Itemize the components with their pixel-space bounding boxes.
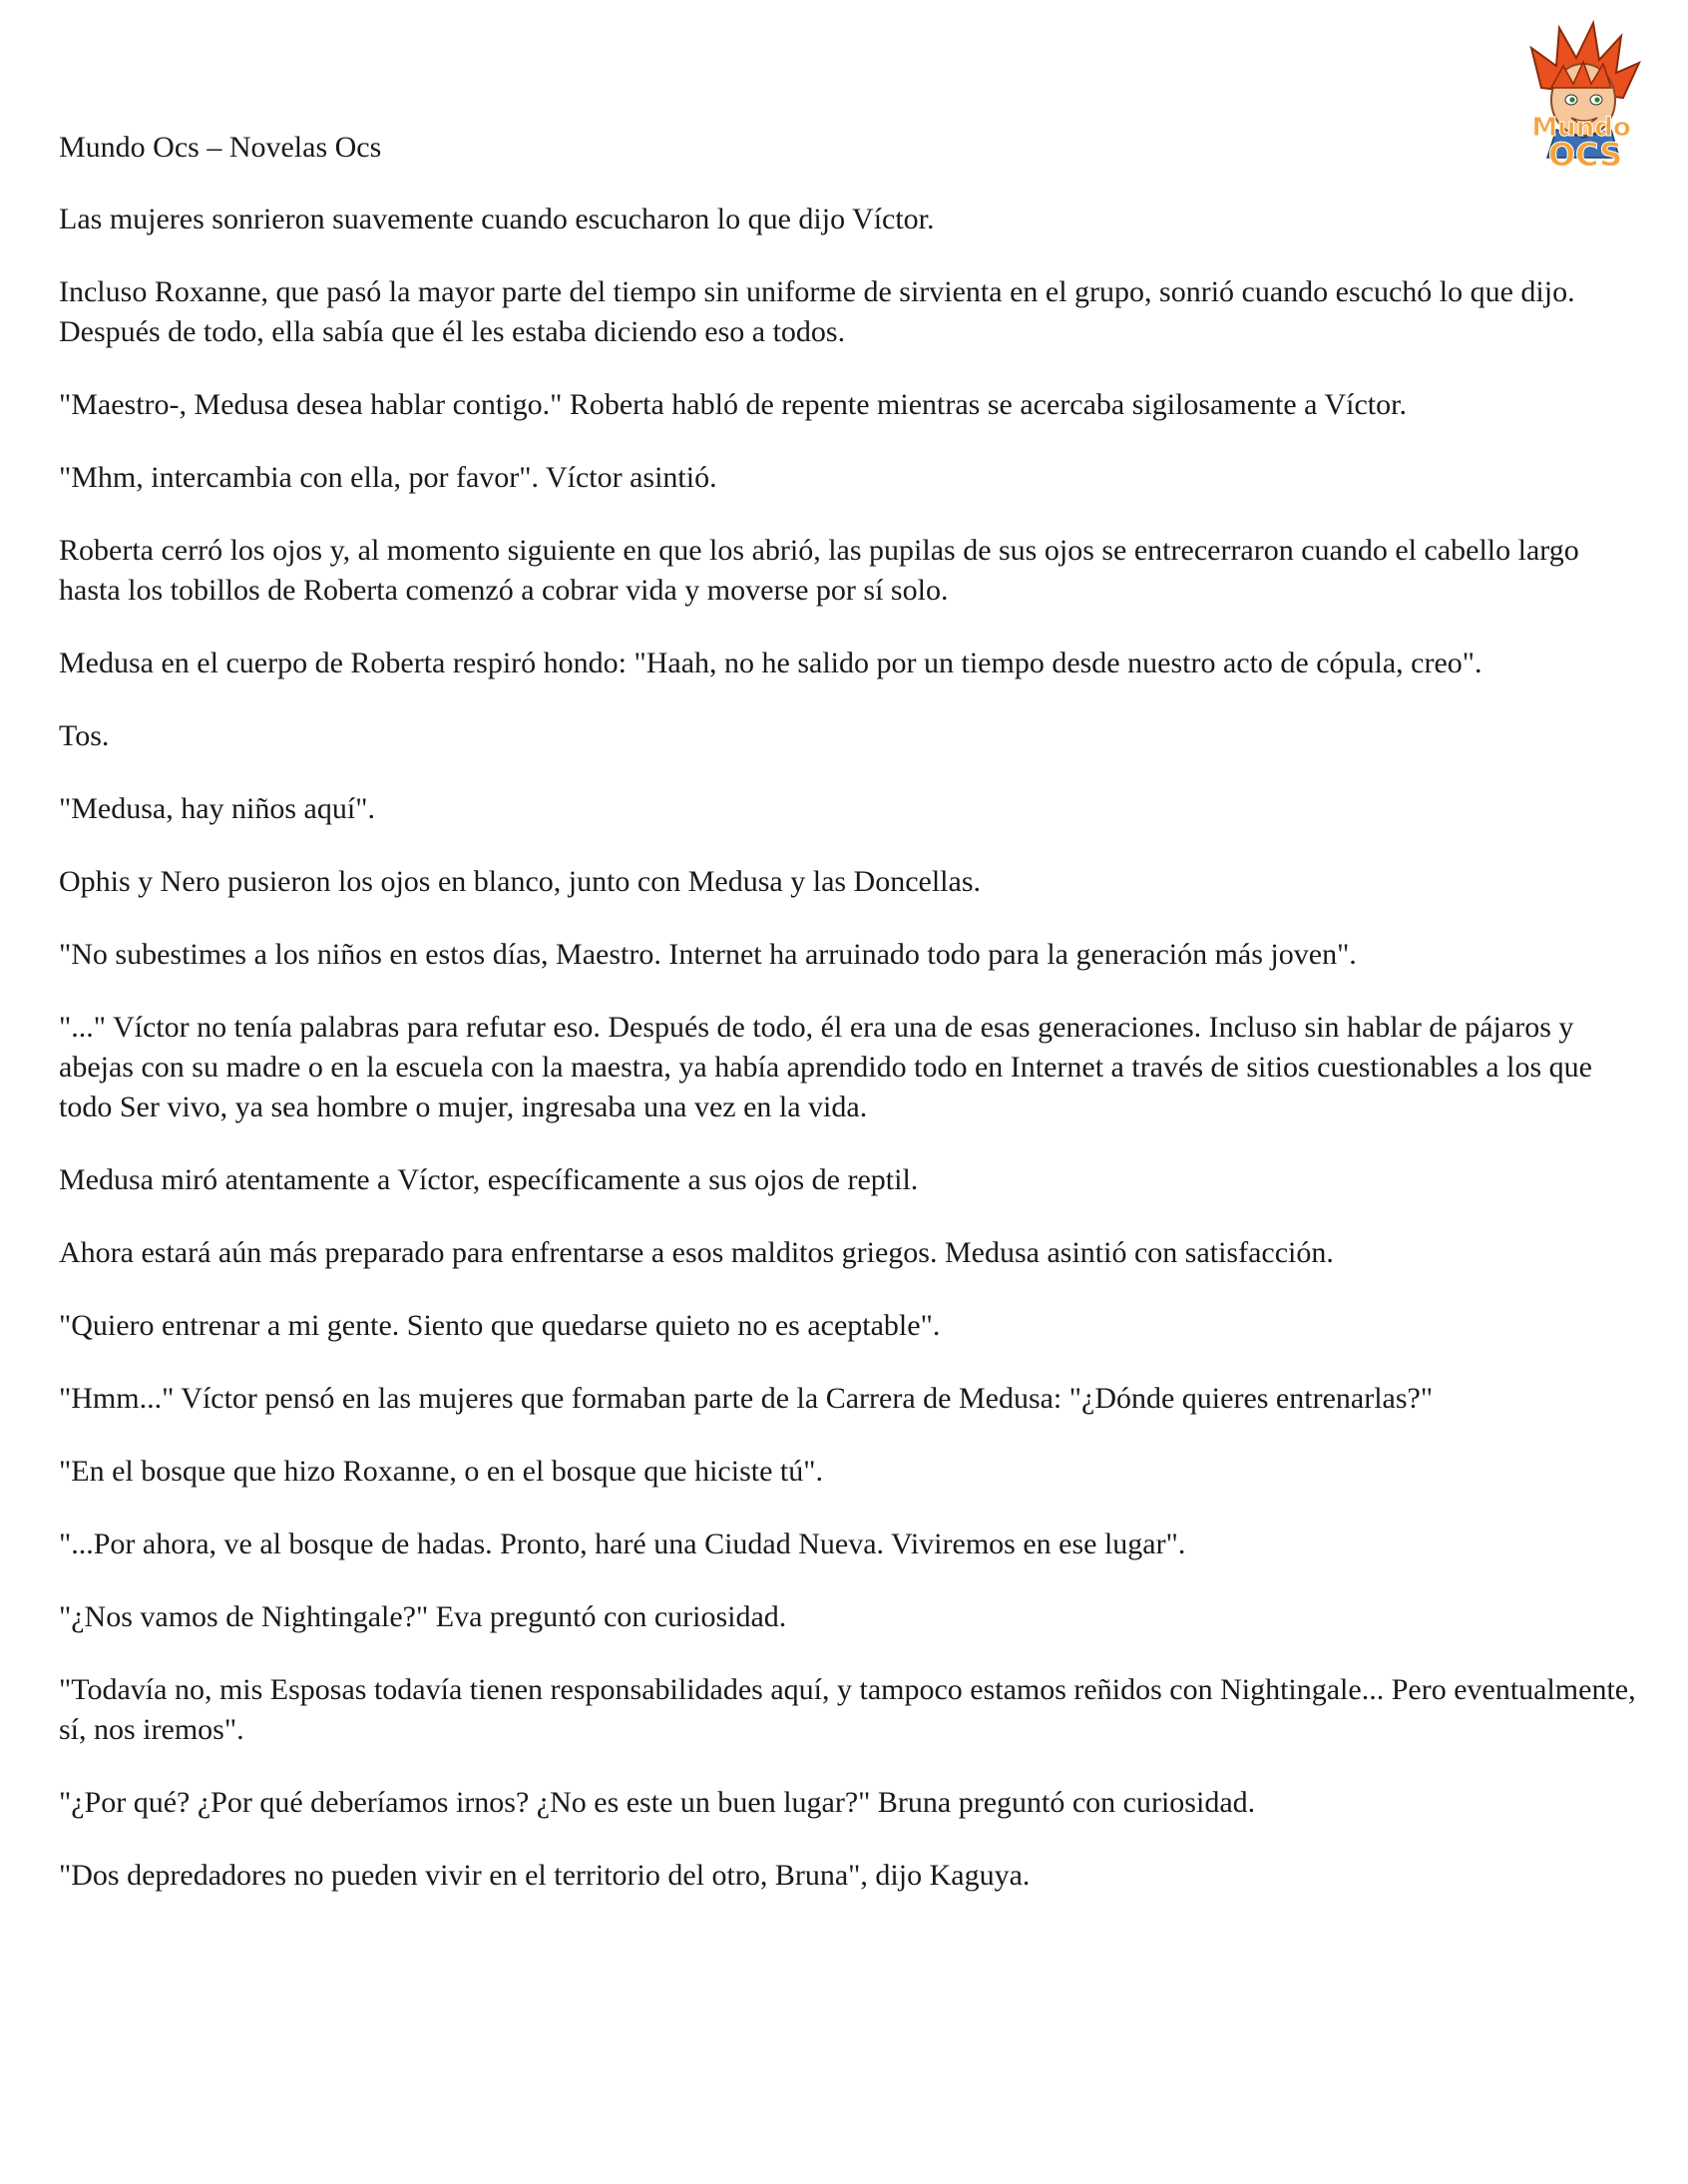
paragraph: Medusa miró atentamente a Víctor, específicamente a sus ojos de reptil.	[59, 1163, 919, 1196]
paragraph: "Dos depredadores no pueden vivir en el territorio del otro, Bruna", dijo Kaguya.	[59, 1859, 1031, 1892]
paragraph: Ophis y Nero pusieron los ojos en blanco, junto con Medusa y las Doncellas.	[59, 865, 982, 898]
paragraph: "Hmm..." Víctor pensó en las mujeres que formaban parte de la Carrera de Medusa: "¿Dónde quieres entrenarlas?"	[59, 1382, 1434, 1415]
paragraph: "...Por ahora, ve al bosque de hadas. Pronto, haré una Ciudad Nueva. Viviremos en ese lugar".	[59, 1528, 1186, 1560]
paragraph: "En el bosque que hizo Roxanne, o en el bosque que hiciste tú".	[59, 1455, 823, 1488]
document-header: Mundo Ocs – Novelas Ocs	[59, 131, 382, 164]
paragraph: "Maestro-, Medusa desea hablar contigo." Roberta habló de repente mientras se acercaba sigilosamente a Víctor.	[59, 388, 1407, 421]
document-body	[59, 200, 1645, 1896]
paragraph: "¿Nos vamos de Nightingale?" Eva preguntó con curiosidad.	[59, 1600, 787, 1633]
logo-text-top: Mundo	[1531, 113, 1631, 143]
paragraph: Incluso Roxanne, que pasó la mayor parte del tiempo sin uniforme de sirvienta en el grupo, sonrió cuando escuchó lo que dijo. Después de todo, ella sabía que él les estaba diciendo eso a todos.	[59, 275, 1575, 348]
paragraph: "Todavía no, mis Esposas todavía tienen responsabilidades aquí, y tampoco estamos reñidos con Nightingale... Pero eventualmente, sí, nos iremos".	[59, 1673, 1636, 1746]
paragraph: "Medusa, hay niños aquí".	[59, 792, 375, 825]
paragraph: Las mujeres sonrieron suavemente cuando escucharon lo que dijo Víctor.	[59, 203, 935, 235]
paragraph: Tos.	[59, 719, 110, 752]
paragraph: "¿Por qué? ¿Por qué deberíamos irnos? ¿No es este un buen lugar?" Bruna preguntó con curiosidad.	[59, 1786, 1256, 1819]
paragraph: "..." Víctor no tenía palabras para refutar eso. Después de todo, él era una de esas generaciones. Incluso sin hablar de pájaros y abejas con su madre o en la escuela con la maestra, ya había aprendido todo en Internet a través de sitios cuestionables a los que todo Ser vivo, ya sea hombre o mujer, ingresaba una vez en la vida.	[59, 1011, 1592, 1123]
paragraph: "No subestimes a los niños en estos días, Maestro. Internet ha arruinado todo para la generación más joven".	[59, 938, 1357, 971]
paragraph: Roberta cerró los ojos y, al momento siguiente en que los abrió, las pupilas de sus ojos se entrecerraron cuando el cabello largo hasta los tobillos de Roberta comenzó a cobrar vida y moverse por sí solo.	[59, 534, 1579, 607]
logo-text-bottom: OCS	[1547, 136, 1623, 174]
document-page	[59, 128, 1645, 1929]
paragraph: "Mhm, intercambia con ella, por favor". Víctor asintió.	[59, 461, 717, 494]
paragraph: Medusa en el cuerpo de Roberta respiró hondo: "Haah, no he salido por un tiempo desde nuestro acto de cópula, creo".	[59, 647, 1482, 679]
paragraph: "Quiero entrenar a mi gente. Siento que quedarse quieto no es aceptable".	[59, 1309, 941, 1342]
paragraph: Ahora estará aún más preparado para enfrentarse a esos malditos griegos. Medusa asintió con satisfacción.	[59, 1236, 1334, 1269]
